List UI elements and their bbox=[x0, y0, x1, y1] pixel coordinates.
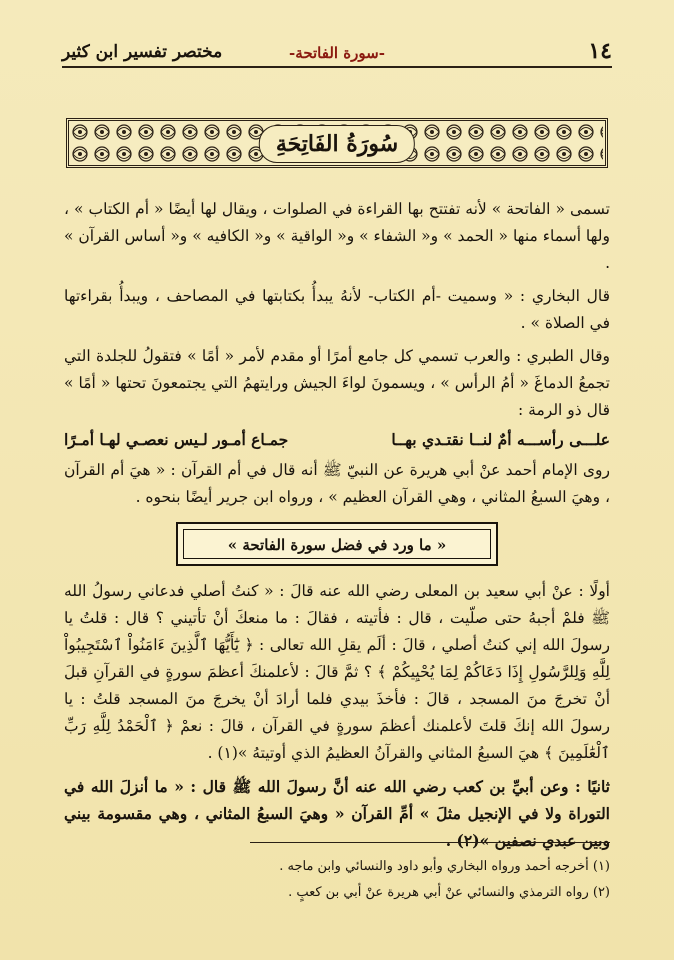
hadith-first: أولًا : عنْ أبي سعيد بن المعلى رضي الله عنه قالَ : « كنتُ أصلي فدعاني رسولُ الله ﷺ فلمْ أجبهُ حتى صلّيت ، قال : فأتيته ، فقالَ : ما منعكَ أنْ تأتيني ؟ قال : قلتُ يا رسولَ الله إني كنتُ أصلي ، قالَ : ألَم يقلِ الله تعالى : ﴿ يَٰٓأَيُّهَا ٱلَّذِينَ ءَامَنُواْ ٱسْتَجِيبُواْ لِلَّهِ وَلِلرَّسُولِ إِذَا دَعَاكُمْ لِمَا يُحْيِيكُمْ ﴾ ؟ ثمَّ قالَ : لأعلمنكَ أعظمَ سورةٍ في القرآنِ قبلَ أنْ تخرجَ منَ المسجد ، قالَ : فأخذَ بيدي فلما أرادَ أنْ يخرجَ منَ المسجد قلتُ : يا رسولَ الله إنكَ قلتَ لأعلمنك أعظمَ سورةٍ في القرآن ، قالَ : نعمْ ﴿ ٱلْحَمْدُ لِلَّهِ رَبِّ ٱلْعَٰلَمِينَ ﴾ هيَ السبعُ المثاني والقرآنُ العظيمُ الذي أوتيتهُ »(١) . bbox=[64, 582, 610, 762]
verse-second-hemistich: جمـاع أمـور لـيس نعصـي لهـا أمـرًا bbox=[64, 430, 289, 449]
footnote-item: (٢) رواه الترمذي والنسائي عنْ أبي هريرة عنْ أبي بن كعبٍ . bbox=[288, 885, 610, 900]
hadith-text bbox=[64, 578, 610, 854]
poetry-verse bbox=[64, 426, 610, 453]
footnotes bbox=[64, 854, 610, 906]
running-head bbox=[62, 38, 612, 68]
paragraph-tabari: وقال الطبري : والعرب تسمي كل جامع أمرًا أو مقدم لأمر « أمًا » فتقولُ للجلدة التي تجمعُ الدماغَ « أمُ الرأس » ، ويسمونَ لواءَ الجيش ورايتهمُ التي يجتمعونَ تحتها « أمًا » قال ذو الرمة : bbox=[64, 347, 610, 419]
page-number: ١٤ bbox=[588, 38, 612, 64]
verse-first-hemistich: علـــى رأســـه أمٌ لنــا نقتـدي بهــا bbox=[391, 430, 610, 449]
paragraph-ahmad: روى الإمام أحمد عنْ أبي هريرة عن النبيّ ﷺ أنه قال في أم القرآن : « هيَ أم القرآن ، وهيَ السبعُ المثاني ، وهي القرآن العظيم » ، ورواه ابن جرير أيضًا بنحوه . bbox=[64, 461, 610, 506]
sura-header: -سورة الفاتحة- bbox=[289, 44, 385, 62]
intro-text bbox=[64, 196, 610, 511]
header-rule bbox=[62, 66, 612, 68]
paragraph-bukhari: قال البخاري : « وسميت -أم الكتاب- لأنهُ يبدأُ بكتابتها في المصاحف ، ويبدأُ بقراءتها في الصلاة » . bbox=[64, 287, 610, 332]
book-title: مختصر تفسير ابن كثير bbox=[62, 42, 223, 62]
sura-title: سُورَةُ الفَاتِحَةِ bbox=[259, 125, 415, 163]
section-heading: « ما ورد في فضل سورة الفاتحة » bbox=[183, 529, 491, 559]
paragraph-names: تسمى « الفاتحة » لأنه تفتتح بها القراءة في الصلوات ، ويقال لها أيضًا « أم الكتاب » ، ولها أسماء منها « الحمد » و« الشفاء » و« الواقية » و« الكافيه » و« أساس القرآن » . bbox=[64, 200, 610, 272]
sura-title-banner bbox=[66, 118, 608, 168]
hadith-second: ثانيًا : وعن أبيِّ بن كعب رضي الله عنه أنَّ رسولَ الله ﷺ قال : « ما أنزلَ الله في التوراة ولا في الإنجيل مثلَ » أمِّ القرآن « وهيَ السبعُ المثاني ، وهي مقسومة بيني وبين عبدي نصفين »(٢) . bbox=[64, 777, 610, 850]
footnote-rule bbox=[250, 842, 610, 843]
footnote-item: (١) أخرجه أحمد ورواه البخاري وأبو داود والنسائي وابن ماجه . bbox=[279, 859, 610, 874]
section-heading-box bbox=[176, 522, 498, 566]
